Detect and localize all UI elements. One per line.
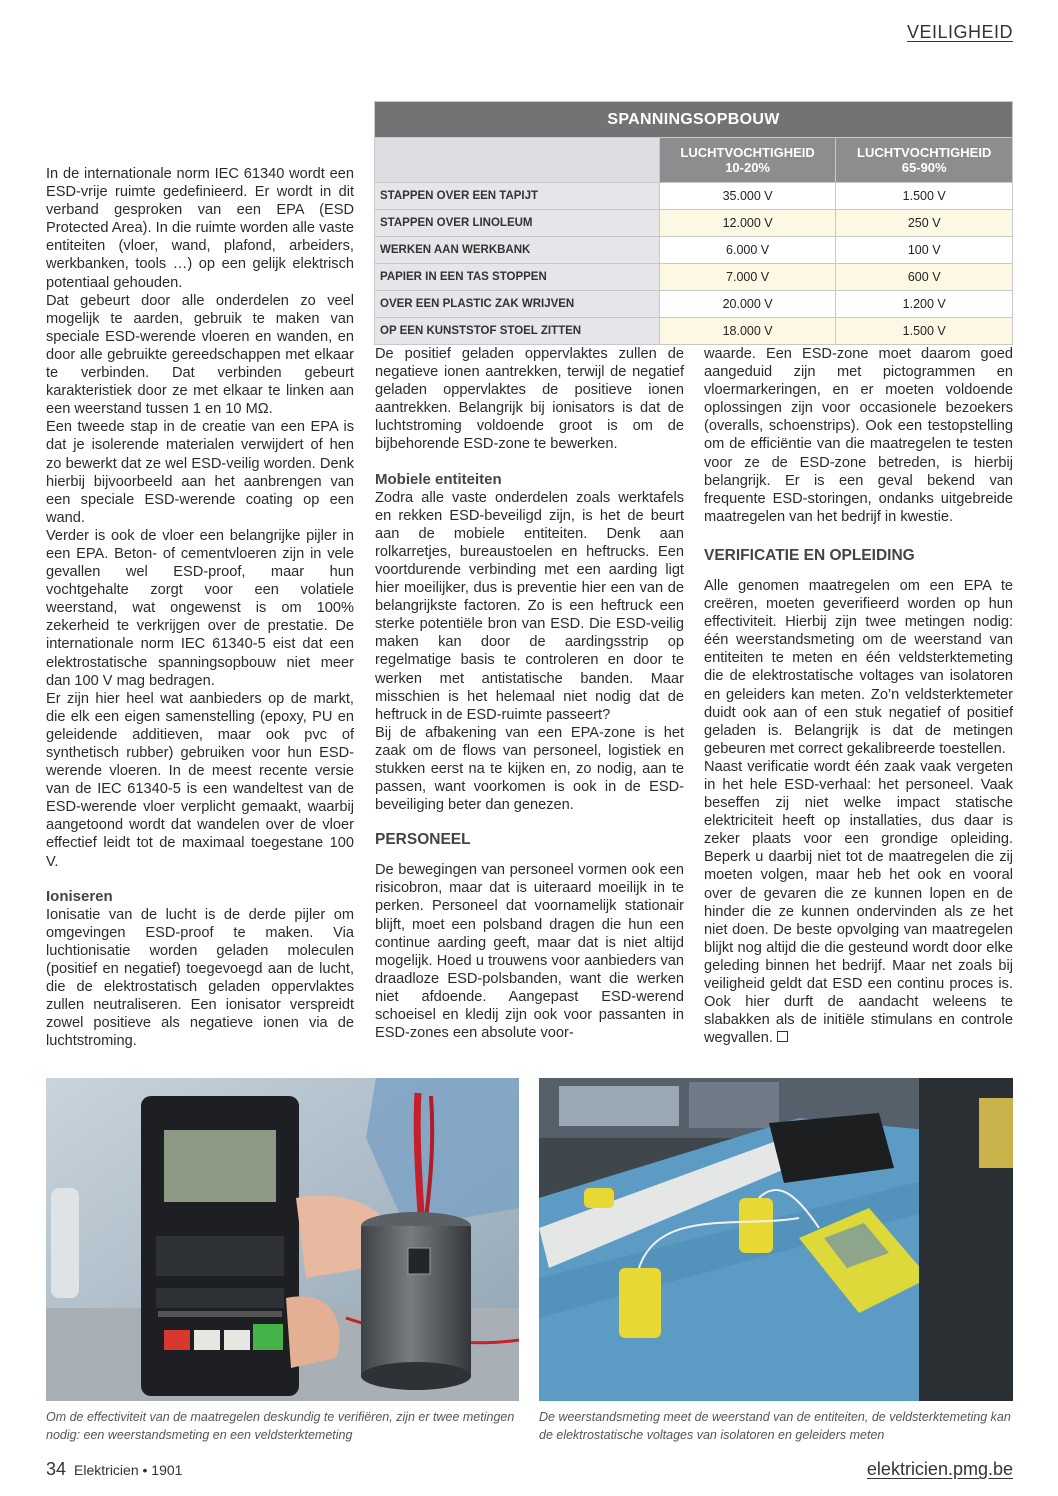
paragraph: Naast verificatie wordt één zaak vaak vergeten in het hele ESD-verhaal: het personeel. Vaak beseffen zij niet welke impact statische elektriciteit heeft op installaties, dus daar is zeker plaats voor een grondige opleiding. Beperk u daarbij niet tot de maatregelen die zij moeten volgen, maar heb het ook en vooral over de gevaren die ze kunnen lopen en de hinder die ze kunnen ondervinden als ze het niet doen. De beste opvolging van maatregelen blijkt nog altijd die die gesteund wordt door elke geleding binnen het bedrijf. Maar net zoals bij veiligheid geldt dat ESD een continu proces is. Ook hier durft de aandacht weleens te slabakken als de initiële stimulans en controle wegvallen. <box>704 758 1013 1047</box>
magazine-name: Elektricien • 1901 <box>74 1462 183 1478</box>
text-column-3 <box>704 345 1013 1047</box>
photo-caption-1: Om de effectiviteit van de maatregelen deskundig te verifiëren, zijn er twee metingen nodig: een weerstandsmeting en een veldsterktemeting <box>46 1410 515 1442</box>
paragraph: Zodra alle vaste onderdelen zoals werktafels en rekken ESD-beveiligd zijn, is het de beurt aan de mobiele entiteiten. Denk aan rolkarretjes, bureaustoelen en heftrucks. Een voortdurende verbinding met een aarding ligt hier moeilijker, dus is preventie hier een van de belangrijkste factoren. Zo is een heftruck een sterke potentiële bron van ESD. Die ESD-veilig maken kan door de aardingsstrip op regelmatige basis te controleren en door te werken met antistatische banden. Maar misschien is het helemaal niet nodig dat de heftruck in de ESD-ruimte passeert? <box>375 489 684 723</box>
table-row: STAPPEN OVER LINOLEUM 12.000 V 250 V <box>375 210 1013 237</box>
section-label: VEILIGHEID <box>906 22 1013 42</box>
text-column-2 <box>375 345 684 1042</box>
table-row: OP EEN KUNSTSTOF STOEL ZITTEN 18.000 V 1.500 V <box>375 318 1013 345</box>
table-title: SPANNINGSOPBOUW <box>375 102 1013 138</box>
paragraph: Een tweede stap in de creatie van een EPA is dat je isolerende materialen verwijdert of hen zo bewerkt dat ze wel ESD-veilig worden. Denk hierbij bijvoorbeeld aan het aanbrengen van een speciale ESD-werende coating op een wand. <box>46 419 354 526</box>
photo-resistance-meter <box>46 1078 519 1401</box>
paragraph: Bij de afbakening van een EPA-zone is het zaak om de flows van personeel, logistiek en stukken eerst na te kijken en, zo nodig, aan te passen, want voorkomen is ook in de ESD-beveiliging beter dan genezen. <box>375 724 684 814</box>
photo-caption-2: De weerstandsmeting meet de weerstand van de entiteiten, de veldsterktemeting kan de elektrostatische voltages van isolatoren en geleiders meten <box>539 1410 1011 1442</box>
table-header-low-humidity: LUCHTVOCHTIGHEID 10-20% <box>659 138 836 183</box>
page-number: 34 <box>46 1459 67 1479</box>
paragraph: Ionisatie van de lucht is de derde pijler om omgevingen ESD-proof te maken. Via luchtionisatie worden geladen moleculen (positief en negatief) toegevoegd aan de lucht, die de elektrostatisch geladen oppervlaktes zullen neutraliseren. Een ionisator verspreidt zowel positieve als negatieve ionen via de luchtstroming. <box>46 906 354 1050</box>
end-of-article-icon <box>777 1031 788 1042</box>
paragraph: waarde. Een ESD-zone moet daarom goed aangeduid zijn met pictogrammen en vloermarkeringen, en er moeten voldoende oplossingen zijn voor occasionele bezoekers (overalls, schoenstrips). Ook een testopstelling om de efficiëntie van die maatregelen te testen voor ze de ESD-zone betreden, is hierbij belangrijk. Er is een geval bekend van frequente ESD-storingen, ondanks uitgebreide maatregelen van het bedrijf in kwestie. <box>704 346 1013 525</box>
subheading-verificatie: VERIFICATIE EN OPLEIDING <box>704 546 915 564</box>
table-row: WERKEN AAN WERKBANK 6.000 V 100 V <box>375 237 1013 264</box>
table-header-empty <box>375 138 660 183</box>
footer-url-link[interactable]: elektricien.pmg.be <box>866 1459 1013 1479</box>
photo-resistance-meter-illustration <box>46 1078 519 1401</box>
photo-field-measurement-illustration <box>539 1078 1013 1401</box>
subheading-personeel: PERSONEEL <box>375 831 471 849</box>
photo-field-measurement <box>539 1078 1013 1401</box>
table-header-high-humidity: LUCHTVOCHTIGHEID 65-90% <box>836 138 1013 183</box>
paragraph: Verder is ook de vloer een belangrijke pijler in een EPA. Beton- of cementvloeren zijn in vele gevallen wel ESD-proof, maar hun vochtgehalte zorgt voor een volatiele weerstand, wat ongewenst is om 100% zekerheid te verkrijgen over de prestatie. De internationale norm IEC 61340-5 eist dat een elektrostatische spanningsopbouw niet meer dan 100 V mag bedragen. <box>46 527 354 689</box>
paragraph: De bewegingen van personeel vormen ook een risicobron, maar dat is uiteraard moeilijk in te perken. Personeel dat voornamelijk stationair blijft, moet een polsband dragen die hun een continue aarding geeft, maar dat is niet altijd mogelijk. Hoed u trouwens voor aanbieders van draadloze ESD-polsbanden, want die werken niet afdoende. Aangepast ESD-werend schoeisel en kledij zijn ook voor passanten in ESD-zones een absolute voor- <box>375 862 684 1042</box>
voltage-table <box>374 101 1013 345</box>
paragraph: De positief geladen oppervlaktes zullen de negatieve ionen aantrekken, terwijl de negatief geladen oppervlaktes de positieve ionen aantrekken. Belangrijk bij ionisators is dat de luchtstroming voldoende groot is om de bijbehorende ESD-zone te bewerken. <box>375 346 684 453</box>
subheading-ioniseren: Ioniseren <box>46 887 113 905</box>
table-row: STAPPEN OVER EEN TAPIJT 35.000 V 1.500 V <box>375 183 1013 210</box>
paragraph: In de internationale norm IEC 61340 wordt een ESD-vrije ruimte gedefinieerd. Er wordt in dit verband gesproken van een EPA (ESD Protected Area). In die ruimte worden alle vaste entiteiten (vloer, wand, plafond, arbeiders, werkbanken, tools …) op een gelijk elektrisch potentiaal gehouden. <box>46 166 354 291</box>
paragraph: Alle genomen maatregelen om een EPA te creëren, moeten geverifieerd worden op hun effectiviteit. Hierbij zijn twee metingen nodig: één weerstandsmeting om de weerstand van entiteiten te meten en één veldsterktemeting die de elektrostatische voltages van isolatoren en geleiders kan meten. Zo’n veldsterktemeter duidt ook aan of een stuk negatief of positief geladen is. Belangrijk is dat de metingen gebeuren met correct gekalibreerde toestellen. <box>704 577 1013 757</box>
text-column-1 <box>46 165 354 1050</box>
paragraph: Dat gebeurt door alle onderdelen zo veel mogelijk te aarden, gebruik te maken van speciale ESD-werende vloeren en wanden, en door alle gebruikte gereedschappen met elkaar te verbinden. Dat verbinden gebeurt karakteristiek door ze met elkaar te linken aan een weerstand tussen 1 en 10 MΩ. <box>46 292 354 418</box>
paragraph: Er zijn hier heel wat aanbieders op de markt, die elk een eigen samenstelling (epoxy, PU en geleidende additieven, maar ook pvc of synthetisch rubber) gebruiken voor hun ESD-werende vloeren. In de meest recente versie van de IEC 61340-5 is een wandeltest van de ESD-werende vloer verplicht gemaakt, waarbij aangetoond wordt dat wandelen over de vloer effectief leidt tot de maximaal toegestane 100 V. <box>46 690 354 870</box>
footer-page-info <box>46 1459 182 1480</box>
table-row: PAPIER IN EEN TAS STOPPEN 7.000 V 600 V <box>375 264 1013 291</box>
table-row: OVER EEN PLASTIC ZAK WRIJVEN 20.000 V 1.200 V <box>375 291 1013 318</box>
subheading-mobiele-entiteiten: Mobiele entiteiten <box>375 470 502 488</box>
